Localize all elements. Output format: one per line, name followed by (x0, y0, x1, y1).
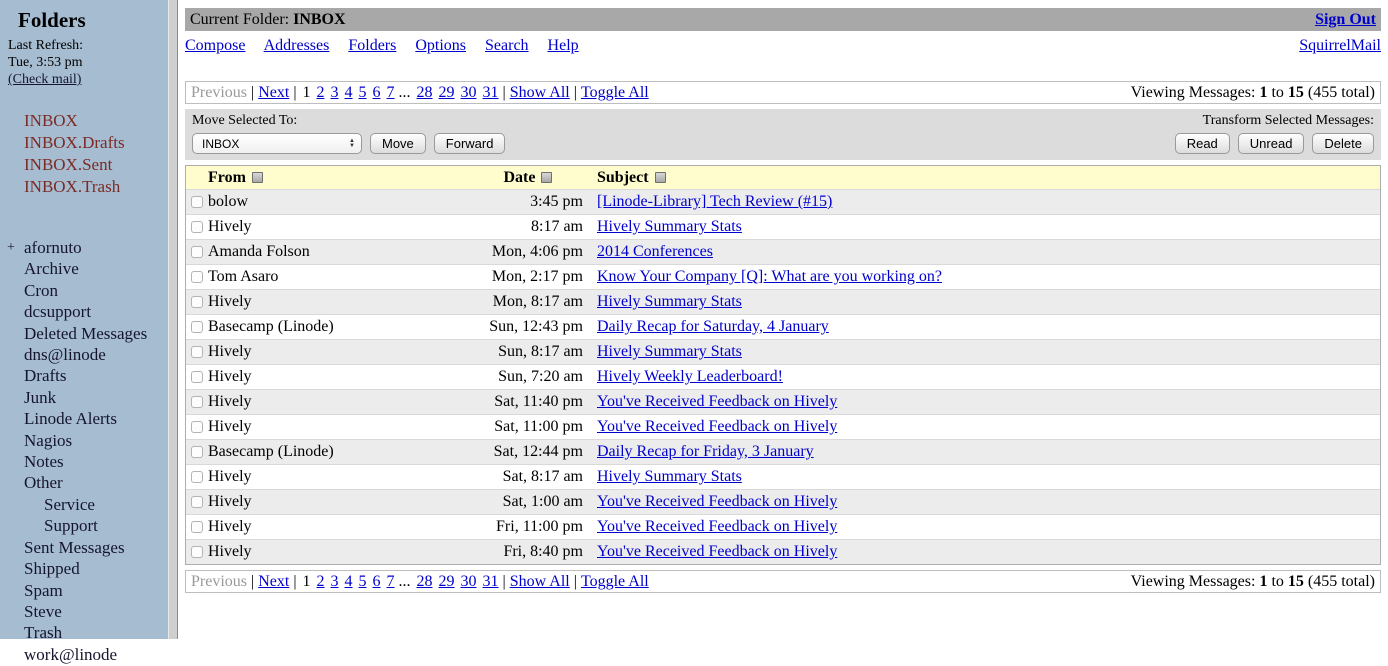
sidebar-folder-link[interactable]: Shipped (24, 559, 80, 579)
delete-button[interactable]: Delete (1312, 133, 1374, 154)
sidebar-folder-link[interactable]: Steve (24, 601, 62, 621)
current-folder-name: INBOX (293, 11, 346, 28)
message-date: Mon, 2:17 pm (491, 268, 583, 285)
separator: | (573, 84, 577, 101)
date-column-header (473, 169, 583, 187)
sidebar-special-folder-link[interactable]: INBOX (24, 111, 78, 130)
separator: | (251, 573, 255, 590)
paginator-bottom (185, 570, 1381, 593)
message-row (186, 439, 1380, 464)
sidebar-folder-link[interactable]: dcsupport (24, 302, 92, 322)
sidebar-folder-link[interactable]: dns@linode (24, 345, 106, 365)
message-from: Basecamp (Linode) (208, 318, 334, 335)
sidebar-folder-item (0, 345, 168, 366)
message-row (186, 239, 1380, 264)
page-link-31[interactable]: 31 (482, 573, 499, 590)
message-row (186, 289, 1380, 314)
message-checkbox[interactable] (191, 371, 203, 383)
message-checkbox[interactable] (191, 271, 203, 283)
viewing-to-word: to (1271, 84, 1284, 101)
message-date: Sat, 8:17 am (502, 468, 583, 485)
mail-main-pane (178, 0, 1388, 639)
folder-select[interactable] (192, 133, 362, 154)
viewing-total: (455 total) (1307, 573, 1375, 590)
separator: | (502, 573, 506, 590)
sidebar-folder-link[interactable]: Other (24, 473, 63, 493)
sign-out-link[interactable]: Sign Out (1315, 11, 1376, 28)
message-checkbox[interactable] (191, 521, 203, 533)
message-from: Hively (208, 518, 252, 535)
sidebar-folder-item (0, 602, 168, 623)
page-link-3[interactable]: 3 (330, 84, 339, 101)
sort-from-icon[interactable] (252, 172, 263, 183)
sidebar-folder-item (0, 538, 168, 559)
select-arrows-icon: ▲ ▼ (349, 137, 355, 149)
sidebar-folder-link[interactable]: Linode Alerts (24, 409, 118, 429)
message-rows (186, 189, 1380, 564)
date-header-label: Date (503, 168, 536, 186)
viewing-from: 1 (1259, 573, 1268, 590)
message-from: Hively (208, 543, 252, 560)
message-subject-link[interactable]: 2014 Conferences (597, 243, 713, 260)
page-link-3[interactable]: 3 (330, 573, 339, 590)
viewing-to-word: to (1271, 573, 1284, 590)
viewing-label: Viewing Messages: (1130, 84, 1256, 101)
sidebar-folder-link[interactable]: Drafts (24, 366, 67, 386)
message-checkbox[interactable] (191, 246, 203, 258)
page-link-28[interactable]: 28 (416, 573, 433, 590)
sidebar-folder-item (0, 495, 168, 516)
check-mail-link[interactable]: (Check mail) (8, 72, 82, 87)
show-all-link[interactable]: Show All (509, 573, 570, 590)
message-checkbox[interactable] (191, 546, 203, 558)
message-table (185, 165, 1381, 565)
read-button[interactable]: Read (1175, 133, 1230, 154)
sidebar-special-folder-link[interactable]: INBOX.Trash (24, 177, 121, 196)
folders-sidebar (0, 0, 168, 664)
message-subject-link[interactable]: Hively Summary Stats (597, 218, 742, 235)
separator: | (502, 84, 506, 101)
message-from: bolow (208, 193, 248, 210)
sidebar-folder-link[interactable]: work@linode (24, 644, 118, 664)
squirrelmail-brand-link[interactable]: SquirrelMail (1299, 37, 1381, 54)
menu-options[interactable]: Options (415, 37, 467, 54)
unread-button[interactable]: Unread (1238, 133, 1305, 154)
message-table-header (186, 166, 1380, 189)
message-row (186, 364, 1380, 389)
sidebar-folder-link[interactable]: Spam (24, 580, 63, 600)
from-column-header (208, 169, 473, 187)
move-controls (192, 112, 505, 154)
message-from: Hively (208, 293, 252, 310)
page-number-list (301, 84, 499, 101)
page-link-7[interactable]: 7 (386, 573, 395, 590)
message-date: Sun, 12:43 pm (489, 318, 583, 335)
message-from: Tom Asaro (208, 268, 279, 285)
message-subject-link[interactable]: Know Your Company [Q]: What are you working on? (597, 268, 942, 285)
page-link-7[interactable]: 7 (386, 84, 395, 101)
message-row (186, 514, 1380, 539)
sidebar-folder-link[interactable]: Nagios (24, 430, 73, 450)
message-checkbox[interactable] (191, 196, 203, 208)
viewing-messages-status (1131, 82, 1375, 103)
page-link-29[interactable]: 29 (438, 573, 455, 590)
current-folder-label: Current Folder: (190, 11, 290, 28)
sort-subject-icon[interactable] (655, 172, 666, 183)
message-date: Sat, 11:40 pm (494, 393, 583, 410)
move-button[interactable]: Move (370, 133, 426, 154)
message-row (186, 539, 1380, 564)
sidebar-special-folder-link[interactable]: INBOX.Drafts (24, 133, 125, 152)
message-from: Hively (208, 218, 252, 235)
page-link-29[interactable]: 29 (438, 84, 455, 101)
page-link-2[interactable]: 2 (316, 573, 325, 590)
message-checkbox[interactable] (191, 471, 203, 483)
message-subject-link[interactable]: Daily Recap for Friday, 3 January (597, 443, 814, 460)
message-from: Amanda Folson (208, 243, 310, 260)
message-date: Fri, 8:40 pm (503, 543, 583, 560)
subject-header-label: Subject (597, 168, 649, 186)
viewing-total: (455 total) (1307, 84, 1375, 101)
separator: | (251, 84, 255, 101)
sidebar-folder-item (0, 259, 168, 280)
sidebar-folder-item (0, 516, 168, 537)
message-row (186, 314, 1380, 339)
message-subject-link[interactable]: Hively Summary Stats (597, 343, 742, 360)
message-from: Hively (208, 468, 252, 485)
sidebar-folder-link[interactable]: Cron (24, 280, 58, 300)
viewing-from: 1 (1259, 84, 1268, 101)
folder-select-value: INBOX (202, 136, 240, 151)
viewing-to: 15 (1287, 573, 1304, 590)
sidebar-folder-item (0, 366, 168, 387)
message-row (186, 389, 1380, 414)
sidebar-folder-item (0, 581, 168, 602)
message-date: Mon, 4:06 pm (491, 243, 583, 260)
message-row (186, 189, 1380, 214)
message-row (186, 339, 1380, 364)
message-date: 3:45 pm (530, 193, 583, 210)
viewing-label: Viewing Messages: (1130, 573, 1256, 590)
current-folder-bar (185, 8, 1381, 31)
message-actions-toolbar (185, 109, 1381, 160)
next-page-link[interactable]: Next (258, 84, 290, 101)
message-checkbox[interactable] (191, 421, 203, 433)
message-row (186, 489, 1380, 514)
message-subject-link[interactable]: Hively Summary Stats (597, 468, 742, 485)
toggle-all-link[interactable]: Toggle All (580, 573, 649, 590)
menu-links (185, 34, 594, 58)
menu-addresses[interactable]: Addresses (263, 37, 330, 54)
next-page-link[interactable]: Next (258, 573, 290, 590)
sidebar-folder-item (0, 452, 168, 473)
message-checkbox[interactable] (191, 221, 203, 233)
message-checkbox[interactable] (191, 296, 203, 308)
sidebar-folder-item (0, 388, 168, 409)
sidebar-special-folder-item (0, 176, 168, 198)
sidebar-special-folder-item (0, 132, 168, 154)
message-date: Sat, 11:00 pm (494, 418, 583, 435)
sidebar-folder-link[interactable]: Deleted Messages (24, 323, 148, 343)
subject-column-header (583, 169, 1380, 187)
message-checkbox[interactable] (191, 496, 203, 508)
viewing-messages-status (1131, 571, 1375, 592)
menu-help[interactable]: Help (547, 37, 579, 54)
message-date: Sat, 12:44 pm (493, 443, 583, 460)
message-checkbox[interactable] (191, 446, 203, 458)
message-date: Fri, 11:00 pm (496, 518, 583, 535)
message-from: Hively (208, 343, 252, 360)
sidebar-folder-link[interactable]: afornuto (24, 238, 82, 257)
message-row (186, 414, 1380, 439)
message-from: Hively (208, 493, 252, 510)
message-from: Hively (208, 418, 252, 435)
show-all-link[interactable]: Show All (509, 84, 570, 101)
current-page-number: 1 (302, 573, 311, 590)
special-folder-list (0, 110, 168, 198)
sidebar-folder-link[interactable]: Sent Messages (24, 537, 125, 557)
sidebar-folder-item (0, 431, 168, 452)
message-row (186, 264, 1380, 289)
previous-label: Previous (191, 84, 247, 101)
message-date: 8:17 am (531, 218, 583, 235)
page-link-28[interactable]: 28 (416, 84, 433, 101)
separator: | (293, 84, 297, 101)
sidebar-title: Folders (18, 8, 86, 32)
sort-date-icon[interactable] (541, 172, 552, 183)
move-selected-label: Move Selected To: (192, 113, 298, 128)
message-checkbox[interactable] (191, 396, 203, 408)
menu-folders[interactable]: Folders (348, 37, 397, 54)
message-subject-link[interactable]: You've Received Feedback on Hively (597, 543, 838, 560)
message-checkbox[interactable] (191, 321, 203, 333)
sidebar-folder-item (0, 409, 168, 430)
pages-ellipsis: ... (398, 84, 411, 101)
sidebar-special-folder-link[interactable]: INBOX.Sent (24, 155, 113, 174)
sidebar-folder-item (0, 238, 168, 259)
menu-compose[interactable]: Compose (185, 37, 246, 54)
message-row (186, 214, 1380, 239)
message-checkbox[interactable] (191, 346, 203, 358)
sidebar-special-folder-item (0, 154, 168, 176)
sidebar-folder-link[interactable]: Service (44, 494, 95, 514)
page-number-list (301, 573, 499, 590)
message-subject-link[interactable]: [Linode-Library] Tech Review (#15) (597, 193, 833, 210)
transform-controls (1175, 112, 1374, 154)
sidebar-folder-item (0, 559, 168, 580)
forward-button[interactable]: Forward (434, 133, 506, 154)
sidebar-folder-link[interactable]: Trash (24, 623, 63, 643)
sidebar-special-folder-item (0, 110, 168, 132)
sidebar-folder-item (0, 302, 168, 323)
message-subject-link[interactable]: You've Received Feedback on Hively (597, 418, 838, 435)
last-refresh-label: Last Refresh: (8, 38, 84, 53)
sidebar-folder-item (0, 645, 168, 666)
message-row (186, 464, 1380, 489)
separator: | (293, 573, 297, 590)
page-link-30[interactable]: 30 (460, 84, 477, 101)
toggle-all-link[interactable]: Toggle All (580, 84, 649, 101)
message-date: Sun, 7:20 am (498, 368, 583, 385)
viewing-to: 15 (1287, 84, 1304, 101)
sidebar-folder-item (0, 473, 168, 494)
message-from: Hively (208, 393, 252, 410)
previous-label: Previous (191, 573, 247, 590)
sidebar-folder-item (0, 324, 168, 345)
message-subject-link[interactable]: Hively Weekly Leaderboard! (597, 368, 783, 385)
current-page-number: 1 (302, 84, 311, 101)
paginator-pages (191, 571, 649, 592)
message-from: Hively (208, 368, 252, 385)
folder-list (0, 238, 168, 666)
sidebar-folder-link[interactable]: Notes (24, 452, 64, 472)
page-link-4[interactable]: 4 (344, 84, 353, 101)
page-link-30[interactable]: 30 (460, 573, 477, 590)
page-link-5[interactable]: 5 (358, 84, 367, 101)
message-subject-link[interactable]: You've Received Feedback on Hively (597, 518, 838, 535)
page-link-6[interactable]: 6 (372, 573, 381, 590)
main-menu-bar (185, 34, 1381, 58)
sidebar-folder-link[interactable]: Support (44, 516, 98, 536)
page-link-2[interactable]: 2 (316, 84, 325, 101)
message-from: Basecamp (Linode) (208, 443, 334, 460)
page-link-5[interactable]: 5 (358, 573, 367, 590)
page-link-4[interactable]: 4 (344, 573, 353, 590)
transform-selected-label: Transform Selected Messages: (1202, 113, 1374, 128)
message-subject-link[interactable]: Hively Summary Stats (597, 293, 742, 310)
sidebar-folder-item (0, 281, 168, 302)
paginator-top (185, 81, 1381, 104)
pages-ellipsis: ... (398, 573, 411, 590)
folder-expand-toggle[interactable]: + (7, 240, 15, 255)
page-link-31[interactable]: 31 (482, 84, 499, 101)
paginator-pages (191, 82, 649, 103)
sidebar-folder-link[interactable]: Junk (24, 387, 57, 407)
sidebar-folder-item (0, 623, 168, 644)
message-date: Mon, 8:17 am (492, 293, 583, 310)
last-refresh-time: Tue, 3:53 pm (8, 55, 83, 70)
message-subject-link[interactable]: You've Received Feedback on Hively (597, 393, 838, 410)
message-subject-link[interactable]: You've Received Feedback on Hively (597, 493, 838, 510)
separator: | (573, 573, 577, 590)
message-date: Sun, 8:17 am (498, 343, 583, 360)
message-subject-link[interactable]: Daily Recap for Saturday, 4 January (597, 318, 829, 335)
sidebar-folder-link[interactable]: Archive (24, 259, 79, 279)
page-link-6[interactable]: 6 (372, 84, 381, 101)
message-date: Sat, 1:00 am (502, 493, 583, 510)
frame-resize-divider[interactable] (168, 0, 178, 639)
from-header-label: From (208, 168, 246, 186)
current-folder-text (190, 8, 346, 31)
menu-search[interactable]: Search (485, 37, 529, 54)
